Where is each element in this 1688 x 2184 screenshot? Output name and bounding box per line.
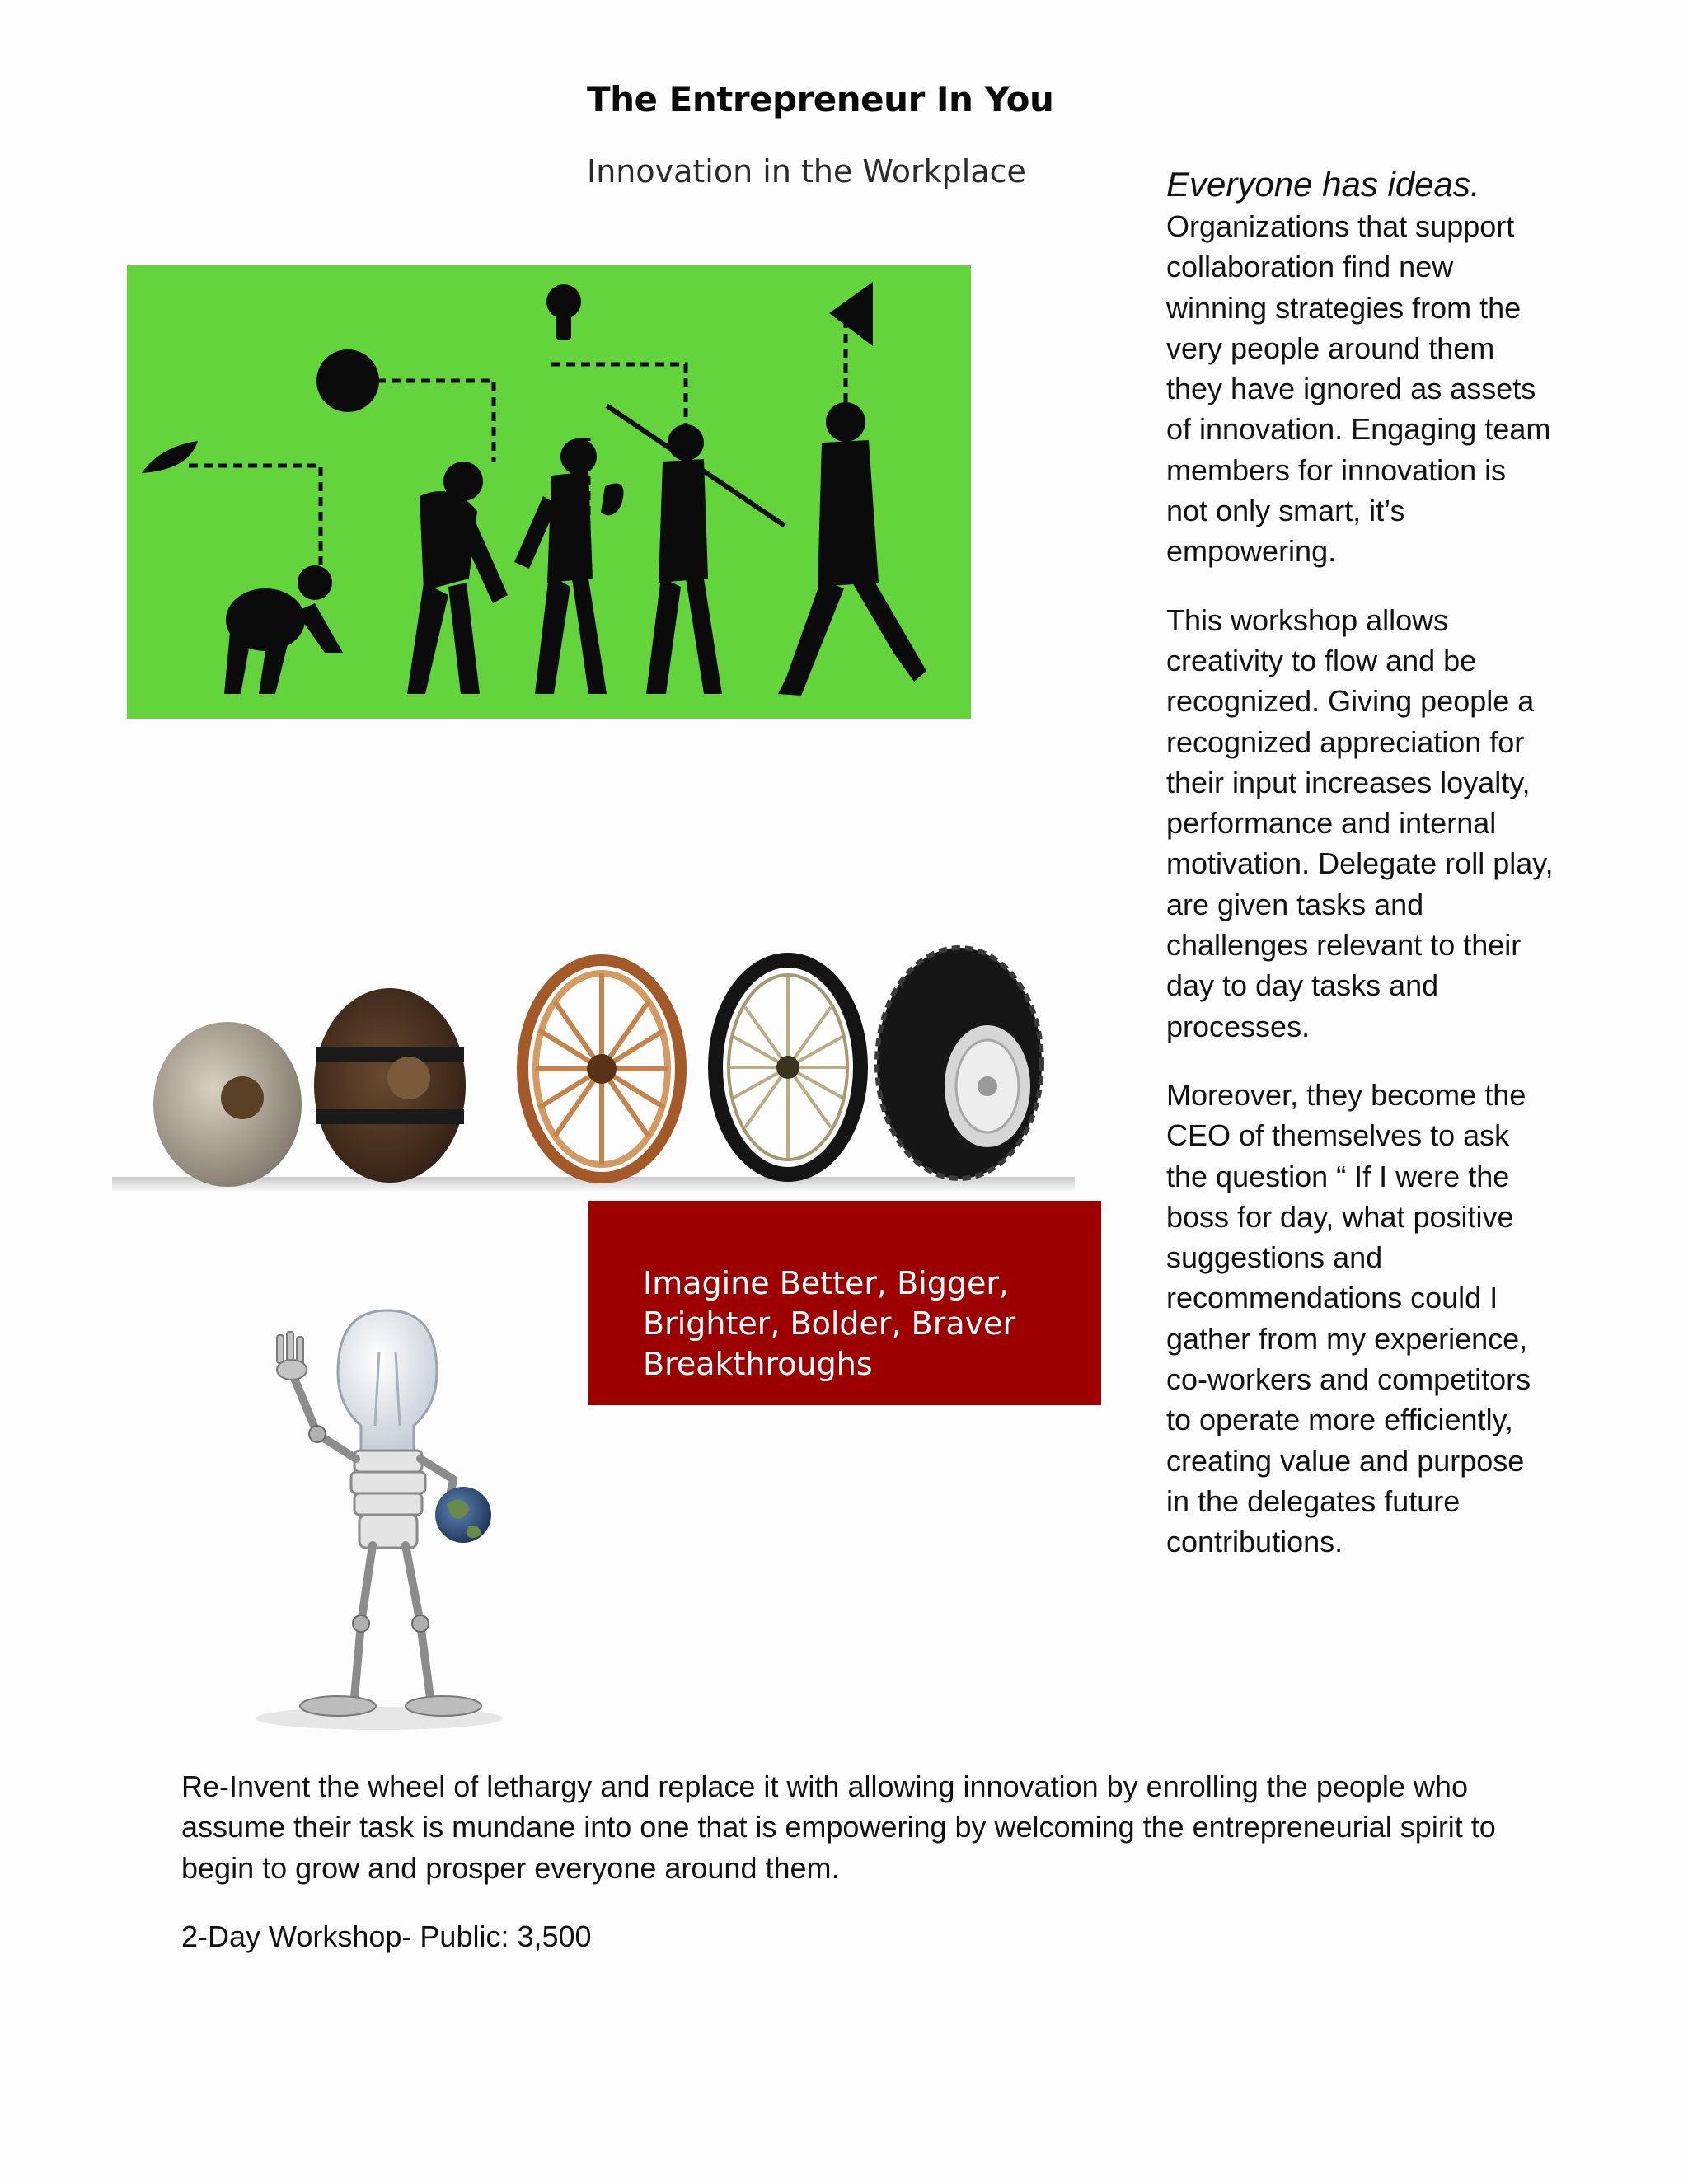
- stone-wheel: [153, 1022, 302, 1187]
- spoked-wooden-wheel: [523, 960, 681, 1178]
- sidebar-paragraph-3: Moreover, they become the CEO of themselves to ask the question “ If I were the boss for day, what positive suggestions and recommendations could I gather from my experience, co-workers and competitors to operate more efficiently, creating value and purpose in the delegates future contributions.: [1166, 1077, 1531, 1559]
- workshop-price: 2-Day Workshop- Public: 3,500: [181, 1919, 592, 1953]
- sidebar-paragraph-2: This workshop allows creativity to flow and be recognized. Giving people a recognized appreciation for their input increases loyalty, performance and internal motivation. Delegate roll play, are given tasks and challenges relevant to their day to day tasks and processes.: [1166, 602, 1554, 1043]
- robot-hand: [277, 1332, 307, 1380]
- spoked-rubber-wheel: [715, 960, 860, 1174]
- page-subtitle: Innovation in the Workplace: [587, 153, 1026, 190]
- evolution-illustration: [127, 265, 971, 719]
- callout-text: Imagine Better, Bigger, Brighter, Bolder, Braver Breakthroughs: [643, 1265, 1016, 1382]
- wheel-evolution-illustration: [112, 915, 1075, 1203]
- modern-tire: [877, 948, 1042, 1179]
- wooden-plank-wheel: [314, 988, 466, 1183]
- rock-icon: [316, 349, 379, 412]
- lightbulb-robot-illustration: [223, 1294, 536, 1739]
- callout-box: [588, 1201, 1101, 1405]
- sidebar-lead: Everyone has ideas.: [1166, 165, 1480, 204]
- bulb-head: [338, 1310, 437, 1451]
- sidebar-text: [1166, 163, 1554, 1591]
- sidebar-paragraph-1: Organizations that support collaboration find new winning strategies from the very people around them they have ignored as assets of innovation. Engaging team members for innovation is not only smart, it’s empowering.: [1166, 209, 1551, 569]
- body-paragraph: Re-Invent the wheel of lethargy and replace it with allowing innovation by enrolling the people who assume their task is mundane into one that is empowering by welcoming the entrepreneurial spirit to begin to grow and prosper everyone around them.: [181, 1769, 1496, 1885]
- page-title: The Entrepreneur In You: [587, 79, 1054, 120]
- robot-body: [351, 1451, 425, 1548]
